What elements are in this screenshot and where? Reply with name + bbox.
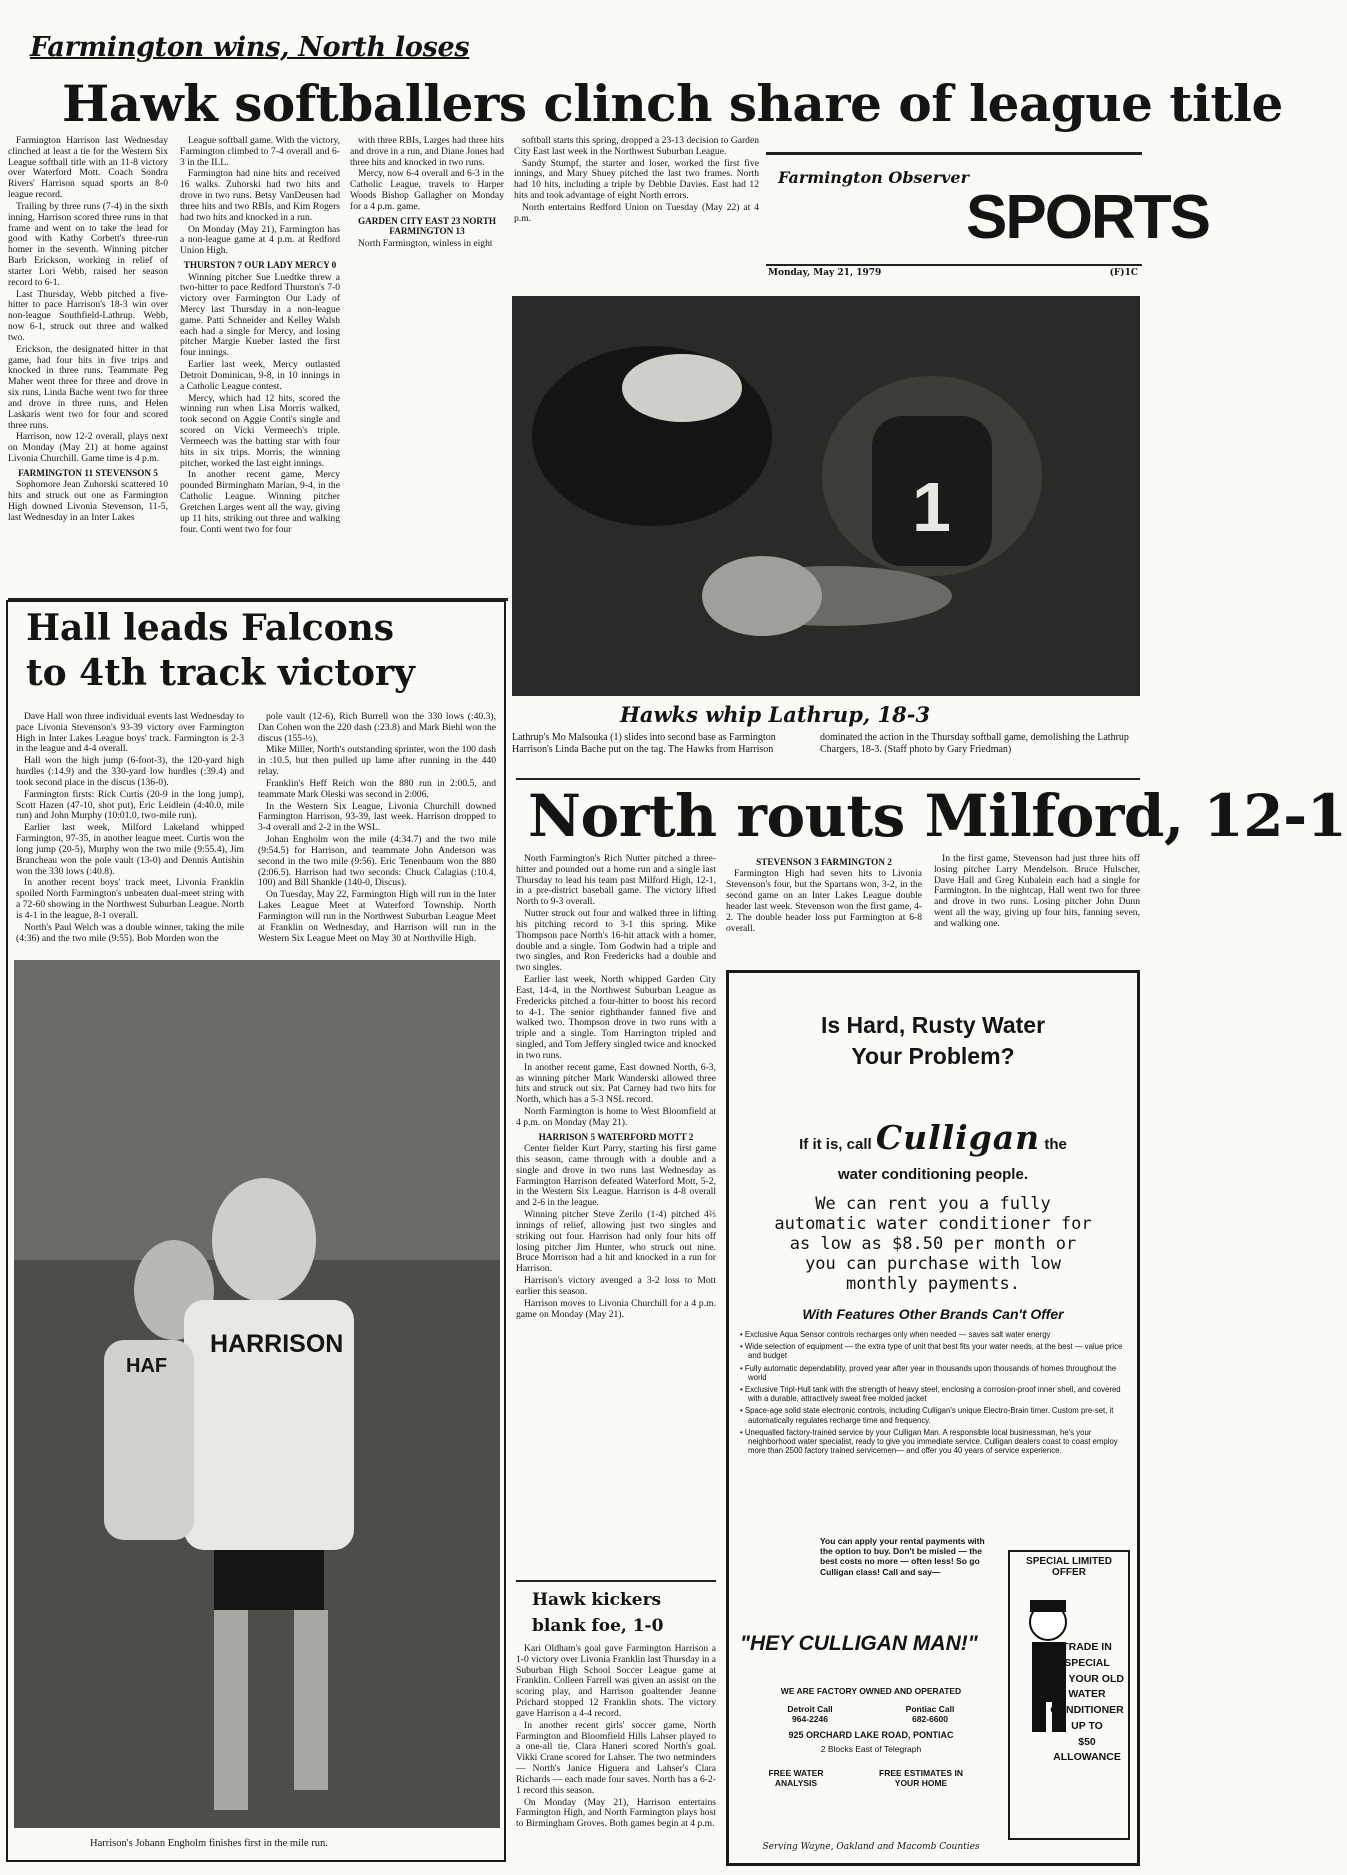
feature-text: Fully automatic dependability, proved year after year in thousands upon thousands of homes throughout the world xyxy=(744,1363,1117,1382)
issue-date: Monday, May 21, 1979 xyxy=(768,268,882,278)
paragraph: Farmington had nine hits and received 16 walks. Zuhorski had two hits and drove in two runs. Betsy VanDeusen had three hits and two RBIs, and Kim Rogers had two hits and knocked in a run. xyxy=(180,168,340,223)
feature-text: Space-age solid state electronic controls, including Culligan's unique Electro-Brain timer. Custom pre-set, it automatically regulates recharge time and frequency. xyxy=(744,1406,1114,1425)
free-estimates: FREE ESTIMATES IN YOUR HOME xyxy=(879,1768,963,1788)
section-title: SPORTS xyxy=(966,183,1209,252)
feature-text: Wide selection of equipment — the extra type of unit that best fits your water needs, at the best — value price and budget xyxy=(744,1342,1123,1361)
paragraph: Earlier last week, Mercy outlasted Detroit Dominican, 9-8, in 10 innings in a Catholic League contest. xyxy=(180,359,340,392)
bullet-icon: • xyxy=(740,1406,745,1416)
offer-line: ALLOWANCE xyxy=(1053,1751,1121,1764)
rent-offer: We can rent you a fully automatic water conditioner for as low as $8.50 per month or you can purchase with low monthly payments. xyxy=(774,1194,1092,1295)
section-kicker: Farmington wins, North loses xyxy=(30,32,470,63)
if-it-is-text: If it is, call xyxy=(799,1136,872,1153)
paragraph: Farmington Harrison last Wednesday clinched at least a tie for the Western Six League softball title with an 11-8 victory over Waterford Mott. Coach Sondra Rivers' Harrison squad sports an 8-0 league record. xyxy=(8,135,168,201)
softball-col-2 xyxy=(180,136,340,578)
ad-headline xyxy=(726,1010,1140,1072)
paragraph: Sandy Stumpf, the starter and loser, worked the first five innings, and Mary Shuey pitched the last two frames. North had 10 hits, including a triple by Debbie Davies. East had 12 hits and took advantage of eight North errors. xyxy=(514,157,759,202)
paragraph: In another recent boys' track meet, Livonia Franklin spoiled North Farmington's unbeaten dual-meet string with a 72-60 showing in the Northwest Suburban League. North is 4-1 in the league, 8-1 overall. xyxy=(16,877,244,921)
feature-text: Exclusive Aqua Sensor controls recharges only when needed — saves salt water energy xyxy=(744,1330,1051,1339)
subhead: HARRISON 5 WATERFORD MOTT 2 xyxy=(538,1131,694,1142)
track-col-2 xyxy=(258,712,496,958)
paragraph: Winning pitcher Sue Luedtke threw a two-hitter to pace Redford Thurston's 7-0 victory over Farmington Our Lady of Mercy last Thursday in a non-league game. Patti Schneider and Kelley Walsh each had a single for Mercy, and losing pitcher Margie Kueber lasted the first four innings. xyxy=(180,271,340,359)
paragraph: Dave Hall won three individual events last Wednesday to pace Livonia Stevenson's 93-39 victory over Farmington High in Inter Lakes League boys' track. Farmington is 2-3 in the league and 4-4 overall. xyxy=(16,711,244,755)
softball-col-1 xyxy=(8,136,168,578)
detroit-contact xyxy=(760,1704,860,1724)
softball-photo xyxy=(512,296,1140,696)
soccer-body xyxy=(516,1644,716,1870)
paragraph: North entertains Redford Union on Tuesday (May 22) at 4 p.m. xyxy=(514,201,759,224)
milford-col-3 xyxy=(934,854,1140,962)
bullet-icon: • xyxy=(740,1384,745,1394)
paragraph: On Monday (May 21), Harrison entertains Farmington High, and North Farmington plays host to Birmingham Groves. Both games begin at 4 p.m. xyxy=(516,1796,716,1830)
paragraph: On Monday (May 21), Farmington has a non-league game at 4 p.m. at Redford Union High. xyxy=(180,223,340,257)
paragraph: Nutter struck out four and walked three in lifting his pitching record to 3-1 this spring. Mike Thompson pace North's 16-hit attack with a homer, double and a single. Tom Godwin had a triple and two singles, and Ron Fredericks had a double and two singles. xyxy=(516,908,716,974)
shirt-text: HARRISON xyxy=(210,1330,344,1358)
paragraph: Earlier last week, Milford Lakeland whipped Farmington, 97-35, in another league meet. Curtis won the long jump (20-5), Murphy won the two mile (9:55.4), Jim Brancheau won the pole vault (13-0) and Dennis Antishin won the 330 lows (:40.8). xyxy=(16,822,244,877)
track-col-1 xyxy=(16,712,244,958)
milford-headline: North routs Milford, 12-1 xyxy=(528,782,1347,850)
feature-item xyxy=(740,1428,1124,1456)
culligan-logo: Culligan xyxy=(875,1118,1041,1157)
paragraph: In another recent game, Mercy pounded Birmingham Marian, 9-4, in the Catholic League. Winning pitcher Gretchen Larges went all the way, giving up 11 hits, striking out three and walking four. Conti went two for four xyxy=(180,469,340,535)
paragraph: Farmington firsts: Rick Curtis (20-9 in the long jump), Scott Hazen (47-10, shot put), Eric Leidlein (4:40.0, mile run) and John Murphy (10:01.0, two-mile run). xyxy=(16,788,244,822)
paragraph: Harrison's victory avenged a 3-2 loss to Mott earlier this season. xyxy=(516,1275,716,1297)
water-people: water conditioning people. xyxy=(837,1166,1028,1183)
free-analysis: FREE WATER ANALYSIS xyxy=(768,1768,824,1788)
photo-caption-left: Lathrup's Mo Malsouka (1) slides into second base as Farmington Harrison's Linda Bache put on the tag. The Hawks from Harrison xyxy=(512,732,776,755)
paragraph: Johan Engholm won the mile (4:34.7) and the two mile (9:54.5) for Harrison, and teammate John Anderson was second in the two mile (9:56). Eric Tenenbaum won the 880 (2:06.5). Harrison had two seconds: Chuck Calagias (:10.4, 100) and Bill Shankle (140-0, Discus). xyxy=(258,834,496,889)
sports-masthead xyxy=(766,152,1209,292)
soccer-headline-line-1: Hawk kickers xyxy=(532,1590,662,1610)
shirt-text-2: HAF xyxy=(126,1355,168,1377)
feature-item xyxy=(740,1385,1124,1403)
paragraph: Erickson, the designated hitter in that game, had four hits in five trips and knocked in three runs. Teammate Peg Maher went three for three and drove in six runs, Linda Bache went two for three and drove in three runs, and Helen Laskaris went two for four and scored three runs. xyxy=(8,343,168,431)
paragraph: Trailing by three runs (7-4) in the sixth inning, Harrison scored three runs in that frame and went on to take the lead for good with Kathy Corbett's three-run homer in the seventh. Winning pitcher Barb Erickson, working in relief of starter Lori Webb, raised her season record to 6-1. xyxy=(8,200,168,288)
address: 925 ORCHARD LAKE ROAD, PONTIAC xyxy=(788,1730,954,1740)
paragraph: North Farmington's Rich Nutter pitched a three-hitter and pounded out a home run and a single last Thursday to lead his team past Milford High, 12-1, in a pre-district baseball game. The victory lifted North to 9-3 overall. xyxy=(516,853,716,908)
paragraph: with three RBIs, Larges had three hits and drove in a run, and Diane Jones had three hits and knocked in two runs. xyxy=(350,135,504,168)
runner-photo xyxy=(14,960,500,1828)
paragraph: North Farmington is home to West Bloomfield at 4 p.m. on Monday (May 21). xyxy=(516,1106,716,1128)
feature-item xyxy=(740,1342,1124,1360)
slide-scene-image xyxy=(512,296,1140,696)
track-headline xyxy=(26,606,415,696)
ad-call-line xyxy=(726,1118,1140,1157)
paragraph: Harrison, now 12-2 overall, plays next on Monday (May 21) at home against Livonia Churchill. Game time is 4 p.m. xyxy=(8,431,168,465)
paragraph: pole vault (12-6), Rich Burrell won the 330 lows (:40.3), Dan Cohen won the 220 dash (:23.8) and Mark Biehl won the discus (155-½). xyxy=(258,711,496,744)
paragraph: On Tuesday, May 22, Farmington High will run in the Inter Lakes League Meet at Waterford Township. North Farmington will run in the Northwest Suburban League Meet at Franklin on Wednesday, and Harrison will run in the Western Six League Meet on May 30 at Northville High. xyxy=(258,889,496,944)
detroit-label: Detroit Call xyxy=(787,1704,833,1714)
paragraph: Mike Miller, North's outstanding sprinter, won the 100 dash in :10.5, but then pulled up lame after running in the 440 relay. xyxy=(258,744,496,778)
softball-col-3 xyxy=(350,136,504,326)
offer-line: WATER xyxy=(1068,1688,1106,1701)
special-offer-title: SPECIAL LIMITED OFFER xyxy=(1026,1556,1112,1578)
paragraph: In another recent girls' soccer game, North Farmington and Bloomfield Hills Lahser played to a one-all tie. Clara Haneri scored North's goal. Vikki Crane scored for Lahser. The two netminders — North's Janice Higuera and Lahser's Clara Richards — each made four saves. North has a 6-2-1 record this season. xyxy=(516,1719,716,1796)
pontiac-contact xyxy=(880,1704,980,1724)
bullet-icon: • xyxy=(740,1330,745,1339)
bullet-icon: • xyxy=(740,1363,745,1373)
offer-line: TRADE IN xyxy=(1062,1641,1112,1653)
paragraph: Hall won the high jump (6-foot-3), the 120-yard high hurdles (:14.9) and the 330-yard low hurdles (:39.4) and took second place in the discus (136-0). xyxy=(16,755,244,788)
paragraph: League softball game. With the victory, Farmington climbed to 7-4 overall and 6-3 in the ILL. xyxy=(180,135,340,168)
directions: 2 Blocks East of Telegraph xyxy=(820,1744,922,1754)
soccer-headline xyxy=(532,1588,663,1639)
feature-item xyxy=(740,1406,1124,1424)
offer-line: UP TO xyxy=(1071,1719,1103,1732)
paragraph: Franklin's Heff Reich won the 880 run in 2:00.5, and teammate Mark Oleski was second in 2:006. xyxy=(258,777,496,800)
paragraph: In the Western Six League, Livonia Churchill downed Farmington Harrison, 93-39, last week. Harrison dropped to 3-4 overall and 2-2 in the WSL. xyxy=(258,800,496,834)
features-title: With Features Other Brands Can't Offer xyxy=(802,1306,1064,1322)
rental-text: You can apply your rental payments with the option to buy. Don't be misled — the best costs no more — often less! So go Culligan class! Call and say— xyxy=(820,1536,985,1577)
feature-item xyxy=(740,1364,1124,1382)
paragraph: North's Paul Welch was a double winner, taking the mile (4:36) and the two mile (9:55). Bob Morden won the xyxy=(16,921,244,944)
milford-col-1 xyxy=(516,854,716,1566)
paragraph: North Farmington, winless in eight xyxy=(358,237,493,249)
paragraph: Winning pitcher Steve Zerilo (1-4) pitched 4⅔ innings of relief, allowing just two singles and striking out four. Harrison had only four hits off losing pitcher Jim Hunter, who struck out nine. Bruce Morrison had a hit and knocked in a run for Harrison. xyxy=(516,1209,716,1275)
photo-title: Hawks whip Lathrup, 18-3 xyxy=(620,702,931,727)
runner-caption: Harrison's Johann Engholm finishes first in the mile run. xyxy=(90,1838,328,1849)
paragraph: Sophomore Jean Zuhorski scattered 10 hits and struck out one as Farmington High downed Livonia Stevenson, 11-5, last Wednesday in an Inter Lakes xyxy=(8,479,168,523)
bullet-icon: • xyxy=(740,1342,745,1352)
subhead: FARMINGTON 11 STEVENSON 5 xyxy=(18,467,158,478)
offer-line: SPECIAL xyxy=(1064,1656,1110,1669)
photo-caption-right: dominated the action in the Thursday softball game, demolishing the Lathrup Chargers, 18-3. (Staff photo by Gary Friedman) xyxy=(820,732,1129,755)
ad-slogan: "HEY CULLIGAN MAN!" xyxy=(740,1632,978,1655)
paragraph: Earlier last week, North whipped Garden City East, 14-4, in the Northwest Suburban League as Fredericks pitched a four-hitter to boost his record to 4-1. The senior righthander fanned five and walked two. Thompson drove in two runs with a triple and a single. Tom Harrington tripled and singled, and Tom Jeffery singled twice and knocked in two runs. xyxy=(516,974,716,1061)
offer-line: $50 xyxy=(1078,1735,1096,1748)
paper-name: Farmington Observer xyxy=(778,168,970,187)
paragraph: Harrison moves to Livonia Churchill for a 4 p.m. game on Monday (May 21). xyxy=(516,1297,716,1320)
feature-text: Exclusive Tripl-Hull tank with the strength of heavy steel, enclosing a corrosion-proof inner shell, and covered with a durable, attractively sweat free molded jacket xyxy=(744,1384,1121,1404)
features-list xyxy=(740,1330,1124,1458)
paragraph: Mercy, now 6-4 overall and 6-3 in the Catholic League, travels to Harper Woods Bishop Gallagher on Monday for a 4 p.m. game. xyxy=(350,168,504,212)
paragraph: Center fielder Kurt Parry, starting his first game this season, came through with a double and a single and drove in two runs last Wednesday as Farmington Harrison defeated Waterford Mott, 5-2, in the Western Six League. Harrison is 4-8 overall and 2-6 in the league. xyxy=(516,1143,716,1209)
offer-line: CONDITIONER xyxy=(1050,1704,1124,1716)
paragraph: Mercy, which had 12 hits, scored the winning run when Lisa Morris walked, took second on Aggie Conti's single and scored on Vicki Vermeech's triple. Vermeech was the batting star with four hits in six trips. Morris, the winning pitcher, worked the last eight innings. xyxy=(180,392,340,469)
offer-line: ON YOUR OLD xyxy=(1050,1672,1124,1685)
feature-item xyxy=(740,1330,1124,1339)
pontiac-label: Pontiac Call xyxy=(905,1704,955,1714)
track-headline-line-1: Hall leads Falcons xyxy=(26,607,395,649)
ad-headline-line-2: Your Problem? xyxy=(851,1043,1015,1070)
trade-in-offer xyxy=(1044,1640,1130,1766)
factory-owned: WE ARE FACTORY OWNED AND OPERATED xyxy=(780,1686,962,1696)
main-headline: Hawk softballers clinch share of league title xyxy=(62,74,1283,133)
softball-col-4 xyxy=(514,136,759,286)
subhead: GARDEN CITY EAST 23 NORTH FARMINGTON 13 xyxy=(357,215,497,237)
bullet-icon: • xyxy=(740,1427,745,1437)
the-text: the xyxy=(1044,1136,1067,1153)
soccer-headline-line-2: blank foe, 1-0 xyxy=(532,1615,664,1636)
subhead: THURSTON 7 OUR LADY MERCY 0 xyxy=(183,260,337,271)
svg-text:1: 1 xyxy=(912,468,951,546)
paragraph: In the first game, Stevenson had just three hits off losing pitcher Larry Mendelson. Bruce Hulscher, Dave Hall and Greg Kubalein each had a single for Farmington. In the nightcap, Hall went two for three and drove in two runs. Losing pitcher John Dunn went all the way, giving up four hits, fanning seven, and walking one. xyxy=(934,853,1140,929)
subhead: STEVENSON 3 FARMINGTON 2 xyxy=(756,857,892,867)
paragraph: Kari Oldham's goal gave Farmington Harrison a 1-0 victory over Livonia Franklin last Thursday in a Suburban High School Soccer League game at Franklin. Colleen Farrell was given an assist on the scoring play, and Harrison goaltender Jeanne Prichard stopped 12 Franklin shots. The victory gave Harrison a 4-4 record. xyxy=(516,1643,716,1719)
paragraph: softball starts this spring, dropped a 23-13 decision to Garden City East last week in the Northwest Suburban League. xyxy=(514,135,759,157)
milford-col-2 xyxy=(726,854,922,962)
ad-headline-line-1: Is Hard, Rusty Water xyxy=(820,1012,1046,1038)
paragraph: In another recent game, East downed North, 6-3, as winning pitcher Mark Wanderski allowed three hits and struck out six. Pat Carney had two hits for North, which has a 5-3 NSL record. xyxy=(516,1061,716,1106)
paragraph: Farmington High had seven hits to Livonia Stevenson's four, but the Spartans won, 3-2, in the second game on an Inter Lakes League double header last week. Stevenson won the first game, 4-2. The double header loss put Farmington at 6-8 overall. xyxy=(726,868,922,934)
paragraph: Last Thursday, Webb pitched a five-hitter to pace Harrison's 18-3 win over non-league Southfield-Lathrup. Webb, now 6-1, struck out three and walked two. xyxy=(8,288,168,343)
page-number: (F)1C xyxy=(1109,268,1138,278)
pontiac-phone: 682-6600 xyxy=(912,1714,948,1724)
runner-scene-image xyxy=(14,960,500,1828)
serving-area: Serving Wayne, Oakland and Macomb Counties xyxy=(762,1842,980,1852)
feature-text: Unequalled factory-trained service by your Culligan Man. A responsible local businessman, he's your neighborhood water specialist, ready to give you immediate service. Culligan dealers coast to coast employ more than 2500 factory trained servicemen— and offer you 40 years of service experience. xyxy=(744,1427,1118,1456)
track-headline-line-2: to 4th track victory xyxy=(26,652,415,694)
detroit-phone: 964-2246 xyxy=(792,1714,828,1724)
